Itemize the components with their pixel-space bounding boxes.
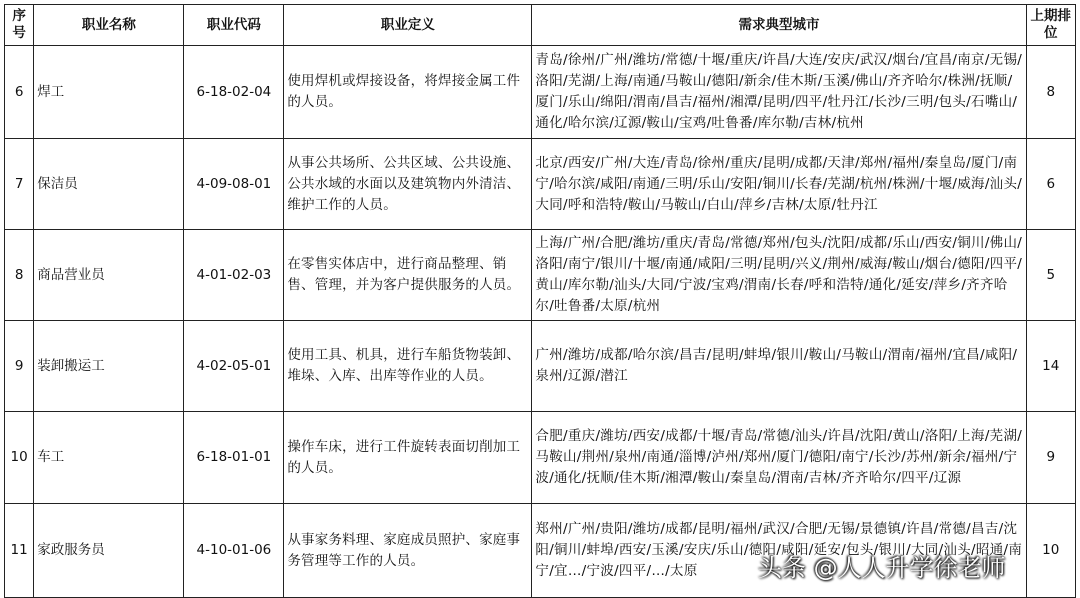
row-definition: 使用焊机或焊接设备，将焊接金属工件的人员。 [284, 46, 532, 139]
row-name: 保洁员 [34, 139, 184, 230]
row-code: 6-18-01-01 [184, 412, 284, 504]
row-definition: 从事公共场所、公共区域、公共设施、公共水域的水面以及建筑物内外清洁、维护工作的人员。 [284, 139, 532, 230]
row-cities: 上海/广州/合肥/潍坊/重庆/青岛/常德/郑州/包头/沈阳/成都/乐山/西安/铜川/佛山/洛阳/南宁/银川/十堰/南通/咸阳/三明/昆明/兴义/荆州/威海/鞍山/烟台/德阳/四平/黄山/库尔勒/汕头/大同/宁波/宝鸡/渭南/长春/呼和浩特/通化/延安/萍乡/齐齐哈尔/吐鲁番/太原/杭州 [532, 230, 1026, 321]
row-code: 4-09-08-01 [184, 139, 284, 230]
row-name: 车工 [34, 412, 184, 504]
row-no: 10 [5, 412, 34, 504]
table-row [5, 412, 1076, 504]
row-code: 4-01-02-03 [184, 230, 284, 321]
row-no: 11 [5, 504, 34, 598]
header-no: 序号 [5, 5, 34, 46]
header-name: 职业名称 [34, 5, 184, 46]
row-code: 6-18-02-04 [184, 46, 284, 139]
table-row [5, 321, 1076, 412]
table-row [5, 46, 1076, 139]
row-name: 焊工 [34, 46, 184, 139]
row-prev-rank: 14 [1026, 321, 1075, 412]
row-cities: 郑州/广州/贵阳/潍坊/成都/昆明/福州/武汉/合肥/无锡/景德镇/许昌/常德/昌吉/沈阳/铜川/蚌埠/西安/玉溪/安庆/乐山/德阳/咸阳/延安/包头/银川/大同/汕头/昭通/南宁/宜…/宁波/四平/…/太原 [532, 504, 1026, 598]
header-row [5, 5, 1076, 46]
row-name: 家政服务员 [34, 504, 184, 598]
row-no: 8 [5, 230, 34, 321]
row-no: 9 [5, 321, 34, 412]
table-row [5, 139, 1076, 230]
row-name: 装卸搬运工 [34, 321, 184, 412]
watermark: 头条 @人人升学徐老师 [758, 554, 1006, 582]
occupation-table [4, 4, 1076, 598]
row-no: 7 [5, 139, 34, 230]
row-cities: 合肥/重庆/潍坊/西安/成都/十堰/青岛/常德/汕头/许昌/沈阳/黄山/洛阳/上海/芜湖/马鞍山/荆州/泉州/南通/淄博/泸州/郑州/厦门/德阳/南宁/长沙/苏州/新余/福州/宁波/通化/抚顺/佳木斯/湘潭/鞍山/秦皇岛/渭南/吉林/齐齐哈尔/四平/辽源 [532, 412, 1026, 504]
row-name: 商品营业员 [34, 230, 184, 321]
row-definition: 从事家务料理、家庭成员照护、家庭事务管理等工作的人员。 [284, 504, 532, 598]
row-definition: 在零售实体店中，进行商品整理、销售、管理，并为客户提供服务的人员。 [284, 230, 532, 321]
row-definition: 使用工具、机具，进行车船货物装卸、堆垛、入库、出库等作业的人员。 [284, 321, 532, 412]
row-code: 4-02-05-01 [184, 321, 284, 412]
row-cities: 青岛/徐州/广州/潍坊/常德/十堰/重庆/许昌/大连/安庆/武汉/烟台/宜昌/南京/无锡/洛阳/芜湖/上海/南通/马鞍山/德阳/新余/佳木斯/玉溪/佛山/齐齐哈尔/株洲/抚顺/厦门/乐山/绵阳/渭南/昌吉/福州/湘潭/昆明/四平/牡丹江/长沙/三明/包头/石嘴山/通化/哈尔滨/辽源/鞍山/宝鸡/吐鲁番/库尔勒/吉林/杭州 [532, 46, 1026, 139]
row-prev-rank: 10 [1026, 504, 1075, 598]
table-row [5, 230, 1076, 321]
row-no: 6 [5, 46, 34, 139]
row-prev-rank: 6 [1026, 139, 1075, 230]
row-definition: 操作车床，进行工件旋转表面切削加工的人员。 [284, 412, 532, 504]
row-cities: 北京/西安/广州/大连/青岛/徐州/重庆/昆明/成都/天津/郑州/福州/秦皇岛/厦门/南宁/哈尔滨/咸阳/南通/三明/乐山/安阳/铜川/长春/芜湖/杭州/株洲/十堰/威海/汕头/大同/呼和浩特/鞍山/马鞍山/白山/萍乡/吉林/太原/牡丹江 [532, 139, 1026, 230]
row-cities: 广州/潍坊/成都/哈尔滨/昌吉/昆明/蚌埠/银川/鞍山/马鞍山/渭南/福州/宜昌/咸阳/泉州/辽源/潜江 [532, 321, 1026, 412]
header-cities: 需求典型城市 [532, 5, 1026, 46]
header-prev-rank: 上期排位 [1026, 5, 1075, 46]
header-code: 职业代码 [184, 5, 284, 46]
row-prev-rank: 8 [1026, 46, 1075, 139]
header-definition: 职业定义 [284, 5, 532, 46]
row-code: 4-10-01-06 [184, 504, 284, 598]
row-prev-rank: 9 [1026, 412, 1075, 504]
row-prev-rank: 5 [1026, 230, 1075, 321]
